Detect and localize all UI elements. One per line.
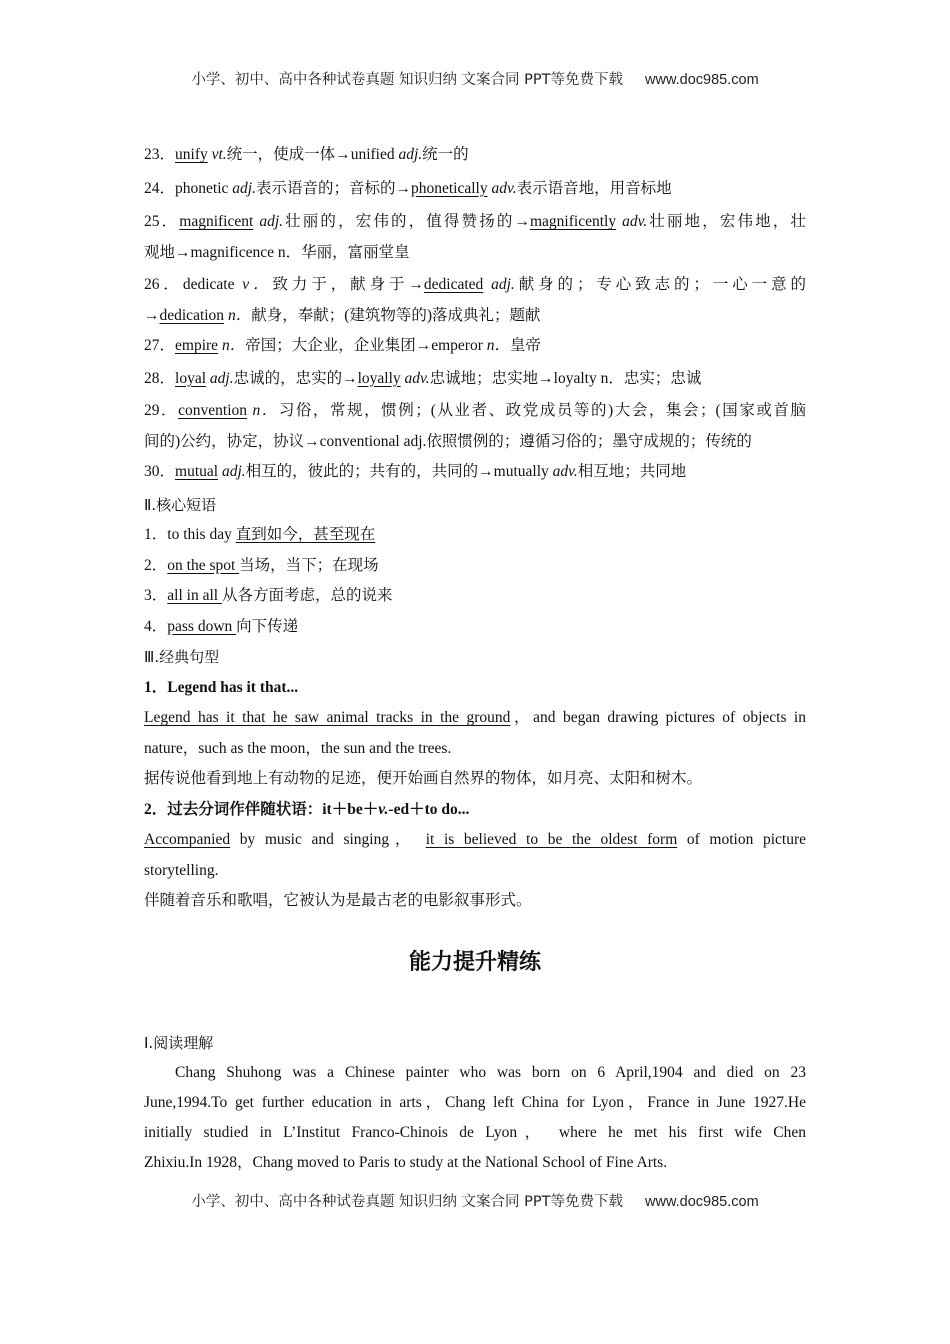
page-header: [0, 68, 950, 89]
phrase-meaning: 向下传递: [236, 617, 299, 635]
part-of-speech: adv.: [491, 179, 517, 197]
part-of-speech: n．: [252, 402, 279, 419]
item-number: 25．: [144, 213, 180, 230]
definition: 表示语音的；音标的→: [255, 179, 411, 197]
vocab-item-27: [144, 331, 806, 362]
derived-word: mutually: [493, 463, 549, 480]
section-heading-sentences: Ⅲ.经典句型: [144, 648, 220, 666]
vocab-item-28: [144, 364, 806, 395]
item-number: 23．: [144, 146, 176, 163]
part-of-speech: adj.: [209, 369, 234, 387]
example-underlined: it is believed to be the oldest form: [425, 831, 678, 848]
footer-text: 小学、初中、高中各种试卷真题 知识归纳 文案合同 PPT等免费下载: [191, 1194, 624, 1210]
reading-section: [144, 1028, 806, 1178]
definition: 壮丽地，宏伟地，壮: [647, 213, 806, 230]
footer-site-link[interactable]: www.doc985.com: [645, 1194, 759, 1210]
part-of-speech: adv.: [622, 213, 648, 230]
phrase-item: 1．to this day 直到如今，甚至现在: [144, 526, 376, 543]
definition: 致力于，献身于→: [272, 276, 424, 293]
sentence-pattern-2-example: Accompanied by music and singing， it is believed to be the oldest form of motion picture: [144, 831, 806, 848]
vocab-item-23: [144, 140, 806, 171]
phrase-item: 2．on the spot 当场，当下；在现场: [144, 556, 379, 574]
part-of-speech: adj.: [259, 213, 284, 230]
vocab-word: magnificent: [179, 213, 254, 230]
part-of-speech: adj.: [398, 146, 423, 163]
vocab-word: empire: [175, 337, 219, 354]
reading-line: Zhixiu.In 1928，Chang moved to Paris to study at the National School of Fine Arts.: [144, 1154, 668, 1171]
sentence-pattern-1-translation: 据传说他看到地上有动物的足迹，便开始画自然界的物体，如月亮、太阳和树木。: [144, 770, 703, 787]
item-number: 26．: [144, 276, 183, 293]
vocab-word: convention: [178, 402, 247, 419]
part-of-speech: n．: [486, 337, 510, 354]
phrase-meaning: 从各方面考虑，总的说来: [221, 587, 393, 604]
phrase: on the spot: [167, 556, 240, 574]
part-of-speech: adj.: [232, 179, 256, 197]
sentence-pattern-2-example-cont: storytelling.: [144, 861, 219, 879]
phrase-meaning: 当场，当下；在现场: [239, 556, 379, 574]
derived-word: unified: [350, 146, 395, 163]
sentence-pattern-2-translation: 伴随着音乐和歌唱，它被认为是最古老的电影叙事形式。: [144, 892, 532, 909]
part-of-speech: n．: [227, 306, 252, 324]
item-number: 28．: [144, 369, 176, 387]
definition: 表示语音地，用音标地: [516, 179, 672, 197]
definition: 献身的；专心致志的；一心一意的: [514, 276, 806, 293]
reading-line: initially studied in L’Institut Franco-Chinois de Lyon， where he met his first wife Chen: [144, 1124, 806, 1141]
derived-word: dedicated: [423, 276, 484, 293]
item-number: 27．: [144, 337, 176, 354]
phrase: pass down: [167, 617, 237, 635]
example-underlined: Legend has it that he saw animal tracks in the ground: [144, 709, 511, 726]
part-of-speech: n．: [221, 337, 246, 354]
vocab-item-30: [144, 457, 806, 488]
part-of-speech: adv.: [552, 463, 578, 480]
vocab-item-29-cont: 间的)公约，协定，协议→conventional adj.依照惯例的；遵循习俗的；墨守成规的；传统的: [144, 432, 752, 450]
vocab-word: dedicate: [182, 276, 235, 293]
derived-word: dedication: [159, 306, 225, 324]
example-underlined: Accompanied: [144, 831, 231, 848]
part-of-speech: adj.: [221, 463, 246, 480]
derived-word: phonetically: [410, 179, 488, 197]
item-number: 30．: [144, 463, 176, 480]
sentence-pattern-1-example: Legend has it that he saw animal tracks in the ground，and began drawing pictures of objects in: [144, 709, 806, 726]
part-of-speech: adv.: [404, 369, 430, 387]
definition: 壮丽的，宏伟的，值得赞扬的→: [283, 213, 530, 230]
definition: 习俗，常规，惯例；(从业者、政党成员等的)大会，集会；(国家或首脑: [278, 402, 806, 419]
vocab-item-25-cont: 观地→magnificence n．华丽，富丽堂皇: [144, 243, 410, 261]
part-of-speech: v．: [242, 276, 273, 293]
item-number: 24．: [144, 179, 176, 197]
vocab-word: loyal: [175, 369, 207, 387]
definition: 皇帝: [510, 337, 542, 354]
header-site-link[interactable]: www.doc985.com: [645, 72, 759, 88]
phrase-item: 4．pass down 向下传递: [144, 617, 299, 635]
sentence-pattern-2-title: 2．过去分词作伴随状语：it＋be＋v.-ed＋to do...: [144, 800, 470, 818]
phrase: to this day: [167, 526, 236, 543]
vocab-word: mutual: [175, 463, 219, 480]
derived-word: loyally: [357, 369, 401, 387]
vocab-item-26-cont: →dedication n．献身，奉献；(建筑物等的)落成典礼；题献: [144, 306, 541, 324]
section-heading-phrases: Ⅱ.核心短语: [144, 495, 217, 514]
phrase-item: 3．all in all 从各方面考虑，总的说来: [144, 587, 393, 604]
sentence-pattern-1-example-cont: nature，such as the moon，the sun and the trees.: [144, 739, 452, 757]
part-of-speech: adj.: [491, 276, 515, 293]
vocab-item-25: [144, 207, 806, 238]
definition: 统一的: [422, 146, 469, 163]
vocab-list: [144, 140, 806, 917]
vocab-item-26: [144, 270, 806, 301]
definition: 相互的，彼此的；共有的，共同的→: [245, 463, 494, 480]
vocab-item-24: [144, 174, 806, 205]
definition: 相互地；共同地: [577, 463, 687, 480]
reading-paragraph: [144, 1058, 806, 1178]
definition: 忠诚的，忠实的→: [233, 369, 358, 387]
derived-word: emperor: [431, 337, 483, 354]
page-footer: [0, 1190, 950, 1211]
section-title: 能力提升精练: [408, 950, 541, 975]
definition: 统一，使成一体→: [226, 146, 351, 163]
phrase: all in all: [167, 587, 222, 604]
part-of-speech: vt.: [211, 146, 227, 163]
reading-line: June,1994.To get further education in arts，Chang left China for Lyon，France in June 1927.He: [144, 1094, 806, 1111]
sentence-pattern-1-title: 1．Legend has it that...: [144, 678, 299, 696]
header-text: 小学、初中、高中各种试卷真题 知识归纳 文案合同 PPT等免费下载: [191, 72, 624, 88]
reading-line: Chang Shuhong was a Chinese painter who was born on 6 April,1904 and died on 23: [175, 1064, 806, 1081]
derived-word: magnificently: [529, 213, 617, 230]
reading-heading: Ⅰ.阅读理解: [144, 1034, 214, 1052]
vocab-item-29: [144, 396, 806, 427]
vocab-word: unify: [175, 146, 208, 163]
definition: 忠诚地；忠实地→loyalty n．忠实；忠诚: [429, 369, 702, 387]
definition: 帝国；大企业，企业集团→: [245, 337, 432, 354]
vocab-word: phonetic: [175, 179, 229, 197]
definition: 献身，奉献；(建筑物等的)落成典礼；题献: [251, 306, 541, 324]
phrase-meaning: 直到如今，甚至现在: [235, 526, 376, 543]
item-number: 29．: [144, 402, 179, 419]
